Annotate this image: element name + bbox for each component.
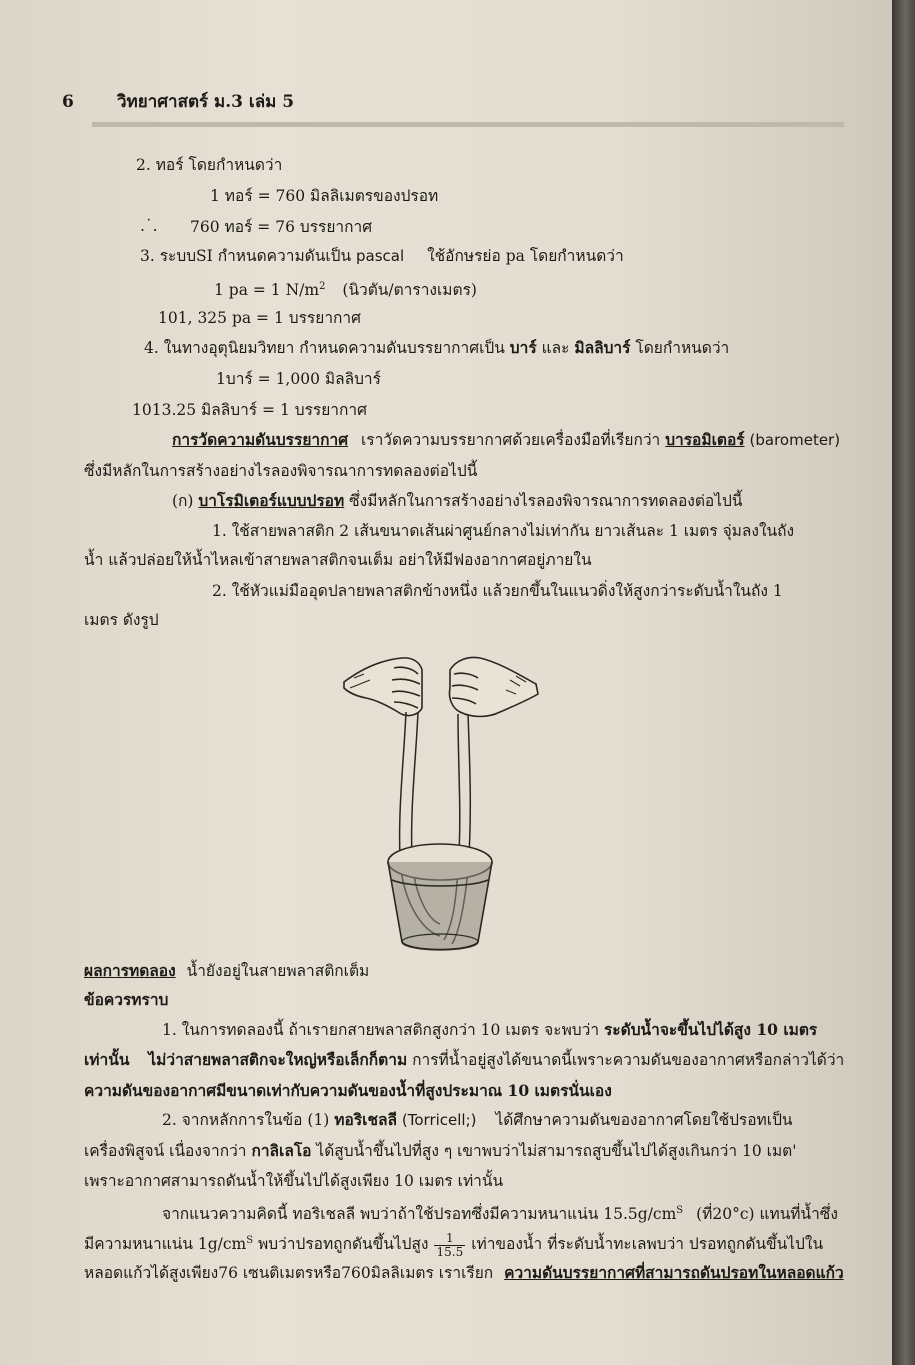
fact-1-text-b: การที่น้ำอยู่สูงได้ขนาดนี้เพราะความดันของอากาศหรือกล่าวได้ว่า <box>412 1051 845 1069</box>
fact-2-line-2 <box>84 1141 797 1161</box>
fraction-denominator: 15.5 <box>436 1244 464 1259</box>
pascal-def-right: (นิวตัน/ตารางเมตร) <box>342 281 477 300</box>
fact-2-line-1 <box>162 1110 793 1130</box>
book-page-edge <box>892 0 915 1365</box>
fact-2-text-b: ได้ศึกษาความดันของอากาศโดยใช้ปรอทเป็น <box>495 1111 793 1129</box>
fact-2-text-c: เครื่องพิสูจน์ เนื่องจากว่า <box>84 1142 247 1160</box>
fact-3-bold: ความดันบรรยากาศที่สามารถดันปรอทในหลอดแก้ว <box>504 1263 844 1282</box>
fraction-numerator: 1 <box>434 1232 465 1246</box>
fact-3-exponent: S <box>676 1205 684 1216</box>
fact-1-line-3 <box>84 1081 612 1101</box>
subsection-a <box>172 491 742 511</box>
fact-2-text-a: 2. จากหลักการในข้อ (1) <box>162 1111 330 1129</box>
fact-1-bold-d: ความดันของอากาศมีขนาดเท่ากับความดันของน้ำที่สูงประมาณ 10 เมตรนั่นเอง <box>84 1081 612 1100</box>
measure-text-2: ซึ่งมีหลักในการสร้างอย่างไรลองพิจารณาการทดลองต่อไปนี้ <box>84 462 478 480</box>
item-3-text-a: 3. ระบบSI กำหนดความดันเป็น <box>140 247 352 265</box>
item-4-bar: บาร์ <box>509 338 537 357</box>
fact-3-text-f: หลอดแก้วได้สูงเพียง76 เซนติเมตรหรือ760มิลลิเมตร เราเรียก <box>84 1264 494 1282</box>
fact-1-bold-c: ไม่ว่าสายพลาสติกจะใหญ่หรือเล็กก็ตาม <box>148 1050 408 1069</box>
page-number: 6 <box>62 92 74 112</box>
right-hand-illustration <box>449 658 538 717</box>
result-text: น้ำยังอยู่ในสายพลาสติกเต็ม <box>186 962 370 980</box>
item-4-text-b: โดยกำหนดว่า <box>635 339 730 357</box>
bucket-illustration <box>388 844 492 950</box>
fact-3-line-1 <box>162 1201 838 1224</box>
therefore-symbol: .˙. <box>140 217 158 235</box>
item-4-millibar: มิลลิบาร์ <box>574 338 631 357</box>
torr-definition: 1 ทอร์ = 760 มิลลิเมตรของปรอท <box>210 187 439 205</box>
bar-definition: 1บาร์ = 1,000 มิลลิบาร์ <box>216 370 381 388</box>
item-3-text-b: ใช้อักษรย่อ pa โดยกำหนดว่า <box>427 247 624 265</box>
measure-text-1: เราวัดความบรรยากาศด้วยเครื่องมือที่เรียกว่า <box>360 431 661 449</box>
step-2-line-2: เมตร ดังรูป <box>84 611 159 629</box>
left-hand-illustration <box>344 658 422 716</box>
book-title: วิทยาศาสตร์ ม.3 เล่ม 5 <box>117 92 295 112</box>
item-2-intro: 2. ทอร์ โดยกำหนดว่า <box>136 156 283 174</box>
pascal-atm-equation: 101, 325 pa = 1 บรรยากาศ <box>158 309 361 327</box>
fact-2-text-d: ได้สูบน้ำขึ้นไปที่สูง ๆ เขาพบว่าไม่สามารถสูบขึ้นไปได้สูงเกินกว่า 10 เมต' <box>316 1142 797 1160</box>
fact-1-bold-a: ระดับน้ำจะขึ้นไปได้สูง 10 เมตร <box>603 1020 818 1039</box>
fraction-1-over-15-5 <box>434 1232 465 1259</box>
fact-1-line-1 <box>162 1020 817 1040</box>
fact-2-galileo: กาลิเลโอ <box>251 1141 312 1160</box>
result-line <box>84 961 369 981</box>
item-3-line <box>140 246 624 266</box>
step-2-line-1: 2. ใช้หัวแม่มืออุดปลายพลาสติกข้างหนึ่ง แล้วยกขึ้นในแนวดิ่งให้สูงกว่าระดับน้ำในถัง 1 <box>212 582 783 600</box>
barometer-english: (barometer) <box>749 431 841 449</box>
subsection-a-title: บาโรมิเตอร์แบบปรอท <box>198 491 345 510</box>
fact-2-torricelli: ทอริเชลลี <box>334 1110 397 1129</box>
step-1-line-1: 1. ใช้สายพลาสติก 2 เส้นขนาดเส้นผ่าศูนย์กลางไม่เท่ากัน ยาวเส้นละ 1 เมตร จุ่มลงในถัง <box>212 522 795 540</box>
subsection-a-text: ซึ่งมีหลักในการสร้างอย่างไรลองพิจารณาการทดลองต่อไปนี้ <box>349 492 743 510</box>
fact-3-exponent-2: S <box>246 1235 254 1246</box>
measure-heading: การวัดความดันบรรยากาศ <box>172 430 349 449</box>
subsection-a-prefix: (ก) <box>172 492 194 510</box>
fact-3-text-c: มีความหนาแน่น 1g/cm <box>84 1235 247 1254</box>
header-rule <box>92 122 844 127</box>
fact-3-text-b: (ที่20°c) แทนที่น้ำซึ่ง <box>696 1205 838 1224</box>
fact-2-line-3: เพราะอากาศสามารถดันน้ำให้ขึ้นไปได้สูงเพียง 10 เมตร เท่านั้น <box>84 1172 504 1190</box>
facts-heading <box>84 990 168 1010</box>
pascal-def-exponent: 2 <box>319 281 326 292</box>
item-4-text-a: 4. ในทางอุตุนิยมวิทยา กำหนดความดันบรรยากาศเป็น <box>144 339 505 357</box>
measure-line-1 <box>172 430 840 450</box>
millibar-atm-equation: 1013.25 มิลลิบาร์ = 1 บรรยากาศ <box>132 401 367 419</box>
hands-holding-tubes-in-bucket-illustration <box>340 648 550 958</box>
facts-heading-text: ข้อควรทราบ <box>84 990 169 1009</box>
fact-3-text-d: พบว่าปรอทถูกดันขึ้นไปสูง <box>258 1235 429 1254</box>
pascal-definition <box>214 277 477 300</box>
torr-atm-equation: 760 ทอร์ = 76 บรรยากาศ <box>190 218 373 236</box>
fact-3-text-a: จากแนวความคิดนี้ ทอริเชลลี พบว่าถ้าใช้ปรอทซึ่งมีความหนาแน่น 15.5g/cm <box>162 1205 677 1224</box>
barometer-term: บารอมิเตอร์ <box>665 430 745 449</box>
item-3-pascal: pascal <box>356 247 405 265</box>
fact-3-text-e: เท่าของน้ำ ที่ระดับน้ำทะเลพบว่า ปรอทถูกดันขึ้นไปใน <box>471 1235 824 1254</box>
result-heading: ผลการทดลอง <box>84 961 176 980</box>
item-4-line <box>144 338 729 358</box>
step-1-line-2: น้ำ แล้วปล่อยให้น้ำไหลเข้าสายพลาสติกจนเต็ม อย่าให้มีฟองอากาศอยู่ภายใน <box>84 551 592 569</box>
fact-3-line-3 <box>84 1263 844 1283</box>
pascal-def-left: 1 pa = 1 N/m <box>214 281 320 300</box>
fact-1-text-a: 1. ในการทดลองนี้ ถ้าเรายกสายพลาสติกสูงกว่า 10 เมตร จะพบว่า <box>162 1021 600 1039</box>
fact-1-bold-b: เท่านั้น <box>84 1050 130 1069</box>
fact-3-line-2 <box>84 1226 823 1259</box>
fact-2-torricelli-en: (Torricell;) <box>401 1111 477 1129</box>
fact-1-line-2 <box>84 1050 844 1070</box>
item-4-and: และ <box>541 339 570 357</box>
